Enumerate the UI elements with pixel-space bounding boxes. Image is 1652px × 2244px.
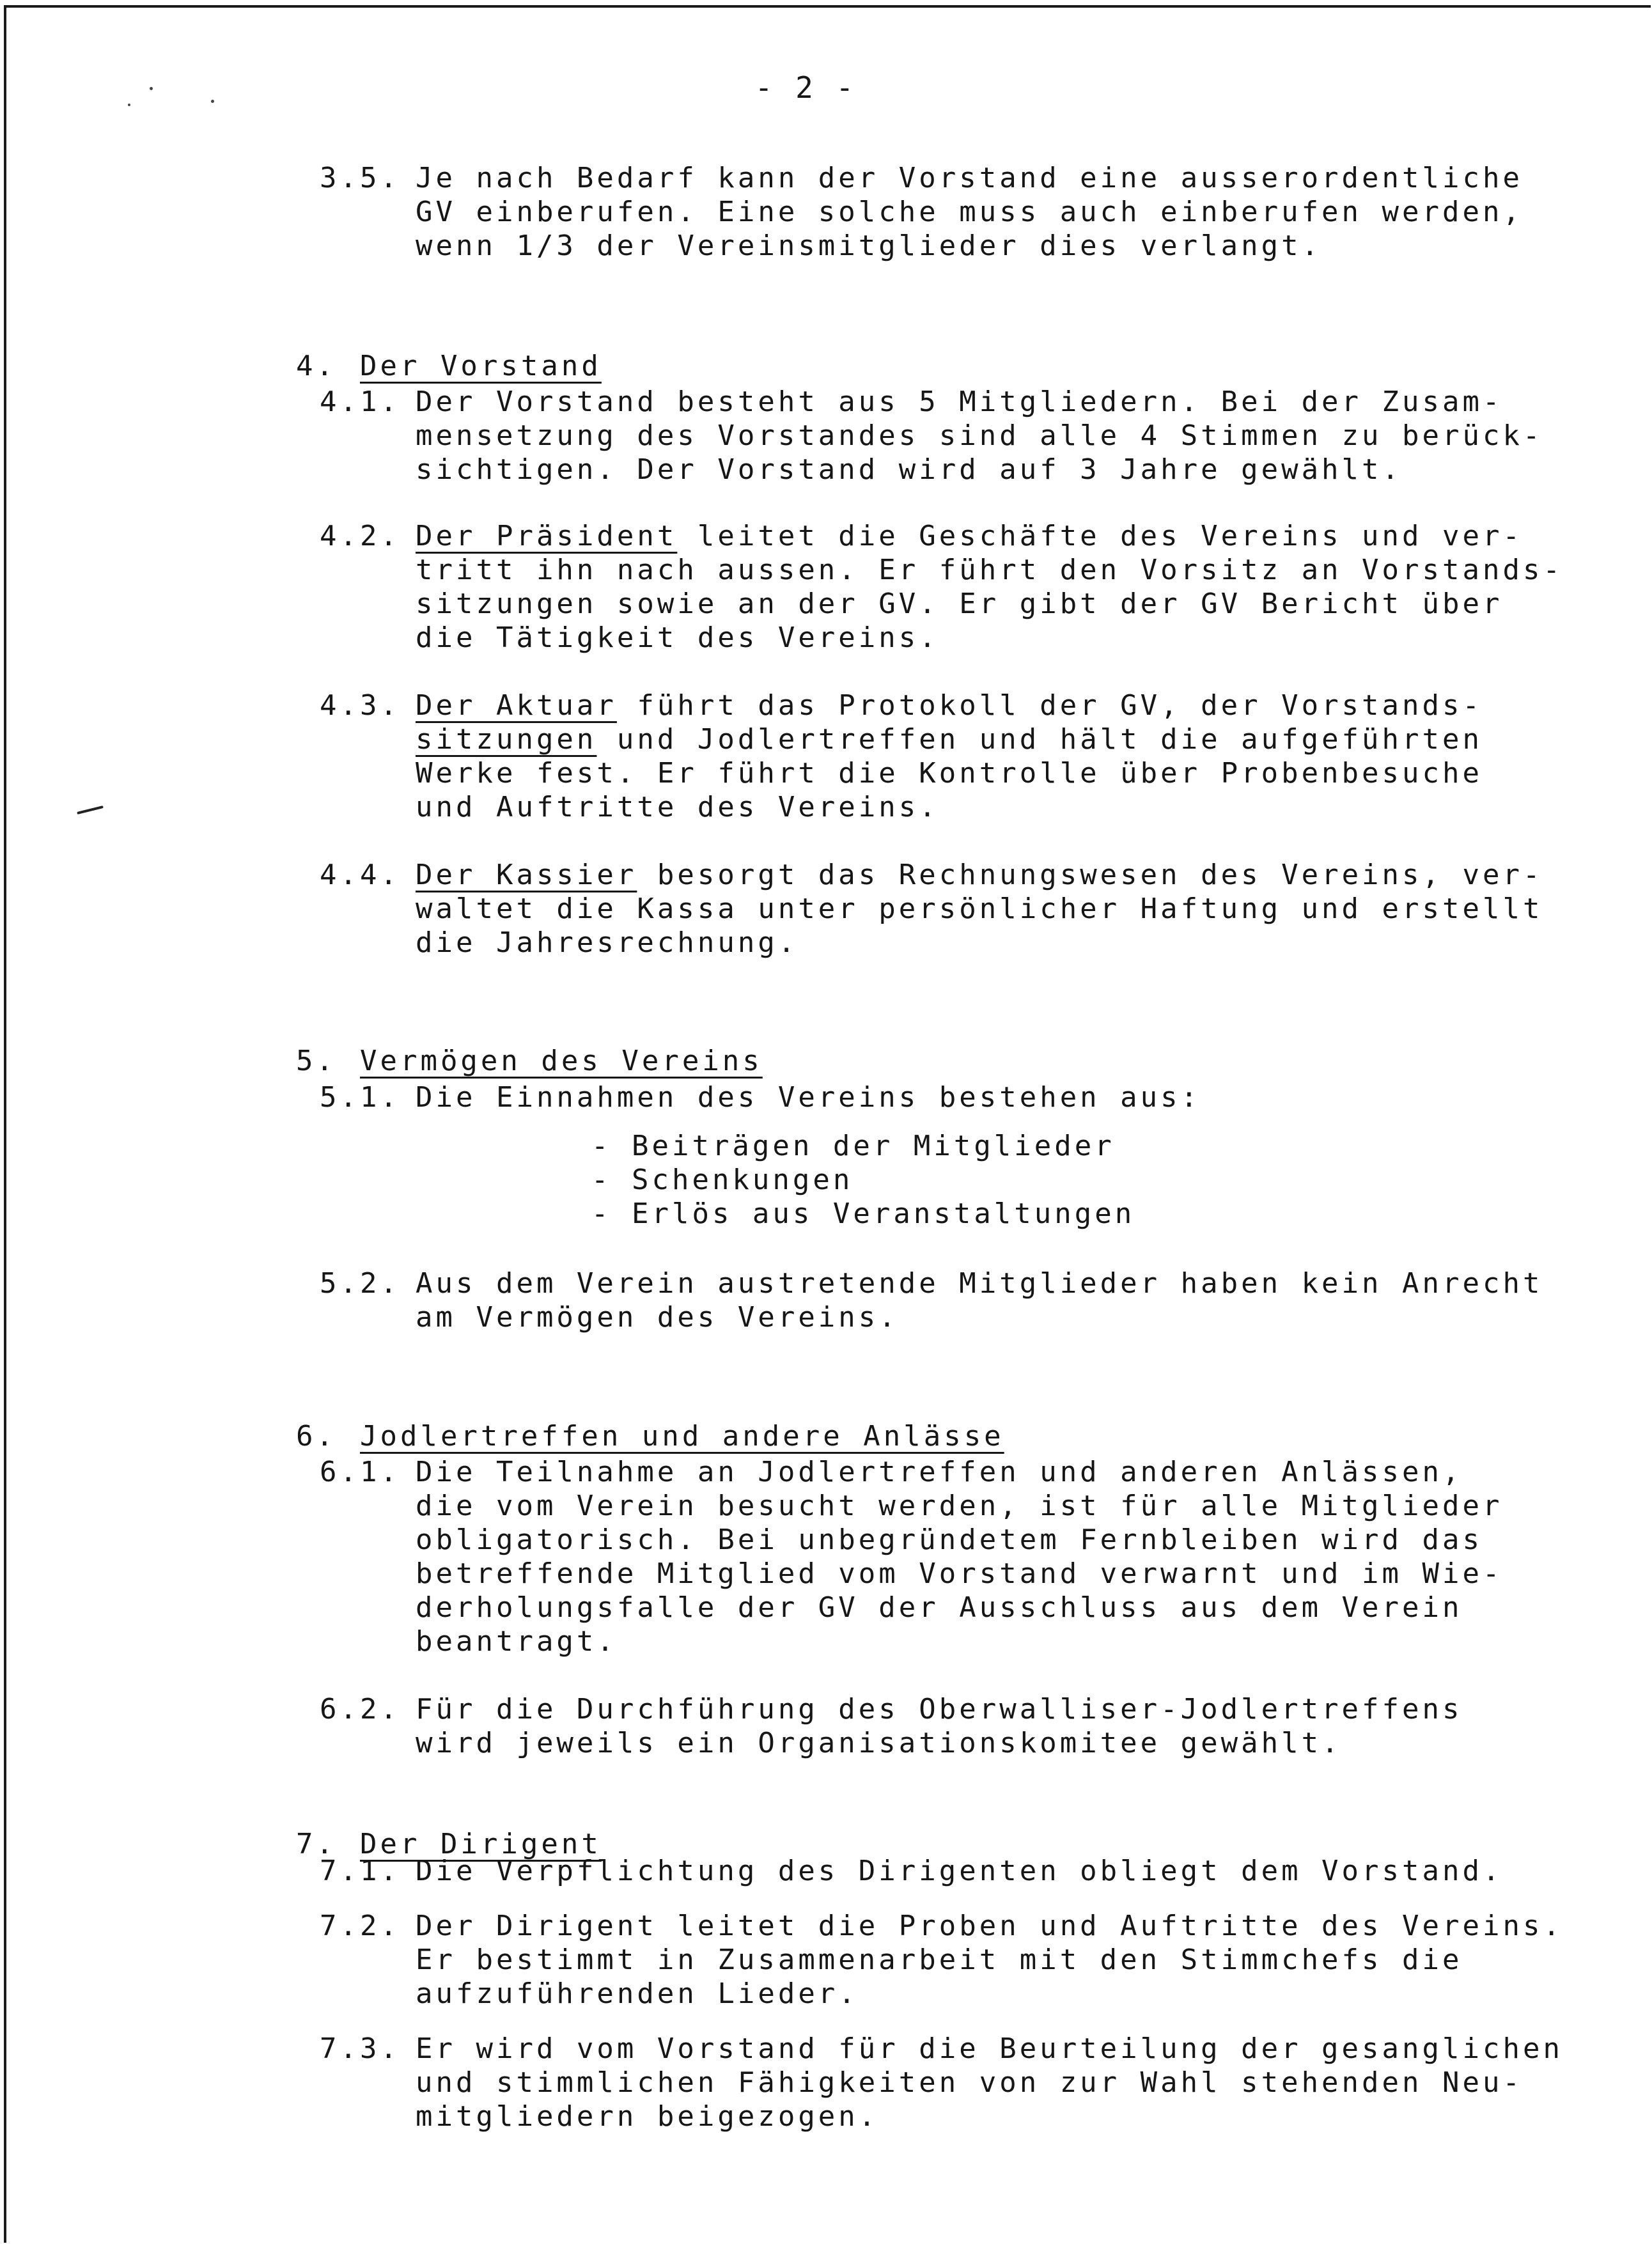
role-term: sitzungen <box>416 723 597 756</box>
paragraph-4-3 <box>320 689 1534 824</box>
text-line: Werke fest. Er führt die Kontrolle über Probenbesuche <box>416 757 1483 790</box>
text-line: Je nach Bedarf kann der Vorstand eine ausserordentliche <box>416 162 1523 194</box>
scan-speck <box>211 100 214 103</box>
text-line: Er bestimmt in Zusammenarbeit mit den Stimmchefs die <box>416 1944 1463 1976</box>
text-line: tritt ihn nach aussen. Er führt den Vorsitz an Vorstands- <box>416 554 1563 586</box>
text-fragment: führt das Protokoll der GV, der Vorstands- <box>616 689 1483 722</box>
list-item: - Schenkungen <box>591 1164 853 1196</box>
paragraph-number: 7.1. <box>320 1855 400 1887</box>
text-line: Der Dirigent leitet die Proben und Auftritte des Vereins. <box>416 1910 1563 1942</box>
paragraph-5-1 <box>320 1080 1534 1114</box>
text-line: sitzungen sowie an der GV. Er gibt der GV Bericht über <box>416 588 1503 620</box>
section-title: Vermögen des Vereins <box>359 1045 763 1077</box>
section-heading-7 <box>256 1795 602 1860</box>
paragraph-3-5 <box>320 161 1534 263</box>
section-heading-5 <box>256 1012 763 1077</box>
list-item: - Erlös aus Veranstaltungen <box>591 1197 1135 1230</box>
paragraph-7-3 <box>320 2032 1563 2133</box>
paragraph-6-1 <box>320 1455 1534 1658</box>
role-term: Der Präsident <box>416 520 678 552</box>
paragraph-4-1 <box>320 385 1543 487</box>
section-number: 4. <box>295 350 336 382</box>
text-line <box>320 858 1543 892</box>
text-line: Die Verpflichtung des Dirigenten obliegt dem Vorstand. <box>416 1855 1503 1887</box>
text-line: die Tätigkeit des Vereins. <box>416 621 939 654</box>
text-line: Er wird vom Vorstand für die Beurteilung der gesanglichen <box>416 2032 1563 2065</box>
income-list <box>591 1129 1135 1231</box>
section-number: 5. <box>295 1045 336 1077</box>
text-line: derholungsfalle der GV der Ausschluss aus dem Verein <box>416 1591 1463 1624</box>
role-term: Der Aktuar <box>416 689 617 722</box>
text-line: wenn 1/3 der Vereinsmitglieder dies verlangt. <box>416 230 1322 262</box>
text-line: Aus dem Verein austretende Mitglieder haben kein Anrecht <box>416 1267 1543 1300</box>
section-number: 7. <box>295 1828 336 1860</box>
section-heading-6 <box>256 1387 1004 1453</box>
section-title: Jodlertreffen und andere Anlässe <box>359 1420 1004 1453</box>
text-line <box>320 519 1534 553</box>
role-term: Der Kassier <box>416 859 637 891</box>
text-line: beantragt. <box>416 1625 617 1658</box>
scan-speck <box>150 87 153 90</box>
paragraph-number: 6.2. <box>320 1693 400 1726</box>
paragraph-5-2 <box>320 1266 1543 1334</box>
paragraph-number: 7.3. <box>320 2032 400 2065</box>
paragraph-number: 4.4. <box>320 859 400 891</box>
paragraph-6-2 <box>320 1692 1534 1760</box>
text-line: die vom Verein besucht werden, ist für alle Mitglieder <box>416 1490 1503 1522</box>
text-line: mitgliedern beigezogen. <box>416 2100 879 2133</box>
section-heading-4 <box>256 317 602 382</box>
paragraph-number: 4.3. <box>320 689 400 722</box>
text-line: sichtigen. Der Vorstand wird auf 3 Jahre gewählt. <box>416 453 1403 486</box>
paragraph-number: 6.1. <box>320 1456 400 1488</box>
text-line: obligatorisch. Bei unbegründetem Fernbleiben wird das <box>416 1523 1483 1556</box>
paragraph-number: 4.1. <box>320 386 400 418</box>
list-item: - Beiträgen der Mitglieder <box>591 1130 1115 1162</box>
scan-speck <box>128 104 130 106</box>
paragraph-number: 7.2. <box>320 1910 400 1942</box>
paragraph-number: 5.1. <box>320 1081 400 1114</box>
text-line: am Vermögen des Vereins. <box>416 1301 899 1334</box>
text-line: Der Vorstand besteht aus 5 Mitgliedern. Bei der Zusam- <box>416 386 1503 418</box>
text-line: Die Einnahmen des Vereins bestehen aus: <box>416 1081 1201 1114</box>
text-fragment: und Jodlertreffen und hält die aufgeführten <box>596 723 1483 756</box>
text-line <box>320 722 1534 756</box>
text-fragment: leitet die Geschäfte des Vereins und ver- <box>677 520 1523 552</box>
text-line <box>320 689 1534 722</box>
section-title: Der Dirigent <box>359 1828 602 1860</box>
paragraph-number: 4.2. <box>320 520 400 552</box>
text-line: betreffende Mitglied vom Vorstand verwarnt und im Wie- <box>416 1557 1503 1590</box>
text-line: Die Teilnahme an Jodlertreffen und anderen Anlässen, <box>416 1456 1463 1488</box>
page-border <box>4 5 1651 2243</box>
text-line: und stimmlichen Fähigkeiten von zur Wahl stehenden Neu- <box>416 2066 1523 2099</box>
page-number: - 2 - <box>754 70 857 105</box>
paragraph-number: 5.2. <box>320 1267 400 1300</box>
text-fragment: besorgt das Rechnungswesen des Vereins, ver- <box>637 859 1543 891</box>
text-line: Für die Durchführung des Oberwalliser-Jodlertreffens <box>416 1693 1463 1726</box>
paragraph-7-1 <box>320 1854 1534 1888</box>
text-line: die Jahresrechnung. <box>416 926 799 959</box>
section-title: Der Vorstand <box>359 350 602 382</box>
text-line: GV einberufen. Eine solche muss auch einberufen werden, <box>416 196 1523 228</box>
text-line: aufzuführenden Lieder. <box>416 1977 859 2010</box>
paragraph-number: 3.5. <box>320 162 400 194</box>
paragraph-7-2 <box>320 1909 1563 2011</box>
text-line: wird jeweils ein Organisationskomitee gewählt. <box>416 1727 1342 1759</box>
paragraph-4-4 <box>320 858 1543 960</box>
text-line: mensetzung des Vorstandes sind alle 4 Stimmen zu berück- <box>416 419 1543 452</box>
text-line: waltet die Kassa unter persönlicher Haftung und erstellt <box>416 892 1543 925</box>
section-number: 6. <box>295 1420 336 1453</box>
text-line: und Auftritte des Vereins. <box>416 791 939 823</box>
paragraph-4-2 <box>320 519 1563 655</box>
